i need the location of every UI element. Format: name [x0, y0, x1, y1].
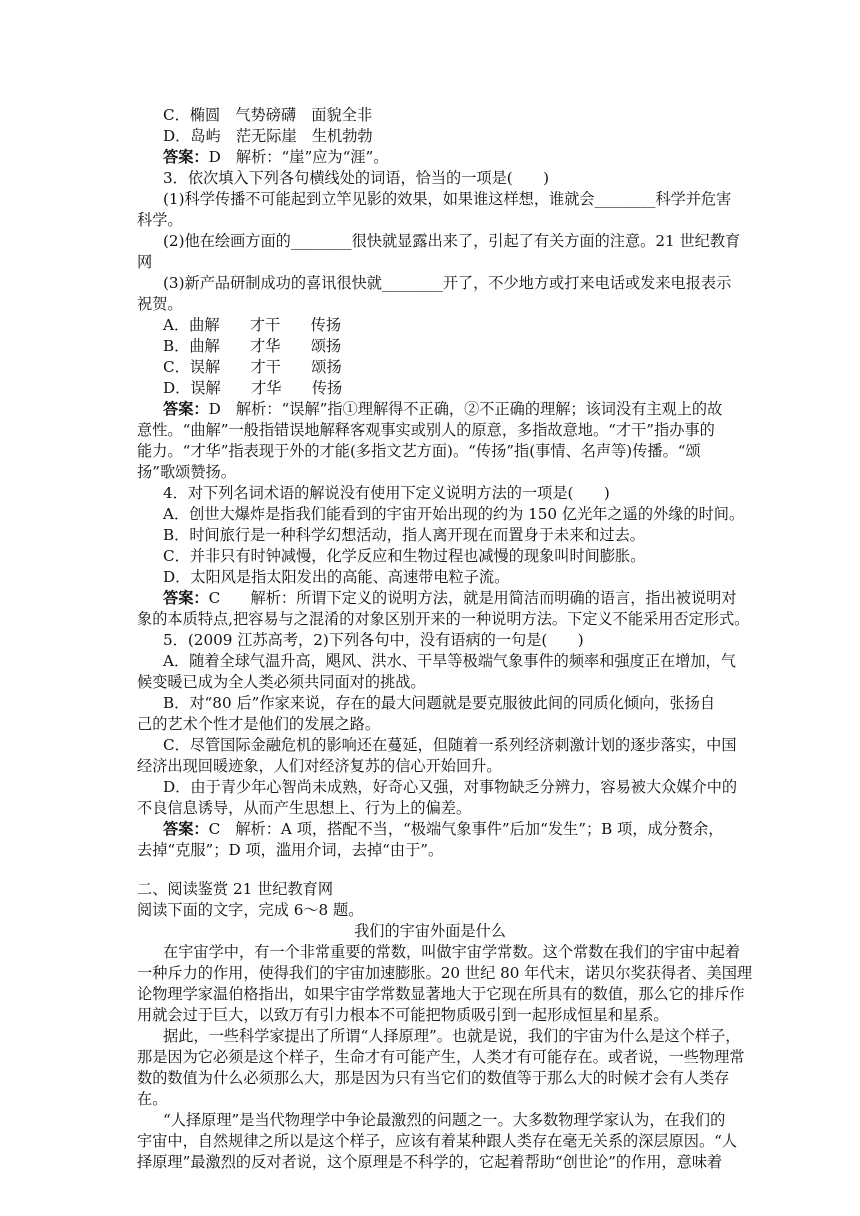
- answer-label: 答案：: [163, 400, 209, 418]
- section-instruction: 阅读下面的文字，完成 6～8 题。: [137, 901, 364, 919]
- article-paragraph-cont: 一种斥力的作用，使得我们的宇宙加速膨胀。20 世纪 80 年代末，诺贝尔奖获得者、美国理: [137, 964, 753, 982]
- q3-sentence-1-cont: 科学。: [137, 211, 183, 229]
- q5-option-b-cont: 己的艺术个性才是他们的发展之路。: [137, 715, 380, 733]
- q4-answer-cont: 象的本质特点,把容易与之混淆的对象区别开来的一种说明方法。下定义不能采用否定形式。: [137, 610, 750, 628]
- article-paragraph-cont: 数的数值为什么必须那么大，那是因为只有当它们的数值等于那么大的时候才会有人类存: [137, 1069, 730, 1087]
- answer-text: C 解析：所谓下定义的说明方法，就是用简洁而明确的语言，指出被说明对: [208, 589, 737, 607]
- q2-option-c: C．椭圆 气势磅礴 面貌全非: [163, 106, 373, 124]
- q4-answer: [0, 588, 860, 609]
- q3-answer: [0, 399, 860, 420]
- article-paragraph-cont: 那是因为它必须是这个样子，生命才有可能产生，人类才有可能存在。或者说，一些物理常: [137, 1048, 745, 1066]
- article-title: 我们的宇宙外面是什么: [354, 922, 506, 940]
- article-paragraph: 据此，一些科学家提出了所谓“人择原理”。也就是说，我们的宇宙为什么是这个样子，: [163, 1027, 741, 1045]
- q3-answer-cont: 扬”歌颂赞扬。: [137, 463, 236, 481]
- q5-option-d: D．由于青少年心智尚未成熟，好奇心又强，对事物缺乏分辨力，容易被大众媒介中的: [163, 778, 738, 796]
- q3-sentence-2: (2)他在绘画方面的________很快就显露出来了，引起了有关方面的注意。21 世纪教育: [163, 232, 741, 250]
- q5-stem: 5．(2009 江苏高考，2)下列各句中，没有语病的一句是( ): [163, 631, 584, 649]
- article-paragraph-cont: 择原理”最激烈的反对者说，这个原理是不科学的，它起着帮助“创世论”的作用，意味着: [137, 1153, 723, 1171]
- article-paragraph-cont: 论物理学家温伯格指出，如果宇宙学常数显著地大于它现在所具有的数值，那么它的排斥作: [137, 985, 745, 1003]
- q4-stem: 4．对下列名词术语的解说没有使用下定义说明方法的一项是( ): [163, 484, 610, 502]
- q3-sentence-2-cont: 网: [137, 253, 153, 271]
- q5-option-d-cont: 不良信息诱导，从而产生思想上、行为上的偏差。: [137, 799, 472, 817]
- answer-label: 答案：: [163, 820, 209, 838]
- answer-text: D 解析：“崖”应为“涯”。: [208, 148, 389, 166]
- q4-option-a: A．创世大爆炸是指我们能看到的宇宙开始出现的约为 150 亿光年之遥的外缘的时间。: [163, 505, 745, 523]
- q3-answer-cont: 能力。“才华”指表现于外的才能(多指文艺方面)。“传扬”指(事情、名声等)传播。“颂: [137, 442, 701, 460]
- q5-option-c: C．尽管国际金融危机的影响还在蔓延，但随着一系列经济刺激计划的逐步落实，中国: [163, 736, 737, 754]
- q3-option-c: C．误解 才干 颂扬: [163, 358, 342, 376]
- q5-answer: [0, 819, 860, 840]
- q5-option-c-cont: 经济出现回暖迹象，人们对经济复苏的信心开始回升。: [137, 757, 502, 775]
- q3-stem: 3．依次填入下列各句横线处的词语，恰当的一项是( ): [163, 169, 550, 187]
- q3-option-a: A．曲解 才干 传扬: [163, 316, 342, 334]
- q5-answer-cont: 去掉“克服”；D 项，滥用介词，去掉“由于”。: [137, 841, 444, 859]
- section-heading: 二、阅读鉴赏 21 世纪教育网: [137, 880, 334, 898]
- article-paragraph-cont: 在。: [137, 1090, 168, 1108]
- q4-option-d: D．太阳风是指太阳发出的高能、高速带电粒子流。: [163, 568, 510, 586]
- q3-sentence-3-cont: 祝贺。: [137, 295, 183, 313]
- q3-option-d: D．误解 才华 传扬: [163, 379, 343, 397]
- q3-option-b: B．曲解 才华 颂扬: [163, 337, 342, 355]
- q5-option-b: B．对“80 后”作家来说，存在的最大问题就是要克服彼此间的同质化倾向，张扬自: [163, 694, 716, 712]
- article-paragraph: 在宇宙学中，有一个非常重要的常数，叫做宇宙学常数。这个常数在我们的宇宙中起着: [163, 943, 741, 961]
- q5-option-a-cont: 候变暖已成为全人类必须共同面对的挑战。: [137, 673, 426, 691]
- q2-answer: [0, 147, 860, 168]
- answer-label: 答案：: [163, 148, 209, 166]
- q3-answer-cont: 意性。“曲解”一般指错误地解释客观事实或别人的原意，多指故意地。“才干”指办事的: [137, 421, 715, 439]
- article-paragraph-cont: 用就会过于巨大，以致万有引力根本不可能把物质吸引到一起形成恒星和星系。: [137, 1006, 669, 1024]
- q4-option-c: C．并非只有时钟减慢，化学反应和生物过程也减慢的现象叫时间膨胀。: [163, 547, 646, 565]
- article-paragraph: “人择原理”是当代物理学中争论最激烈的问题之一。大多数物理学家认为，在我们的: [163, 1111, 726, 1129]
- answer-text: C 解析：A 项，搭配不当，“极端气象事件”后加“发生”；B 项，成分赘余，: [208, 820, 724, 838]
- q5-option-a: A．随着全球气温升高，飓风、洪水、干旱等极端气象事件的频率和强度正在增加，气: [163, 652, 736, 670]
- q2-option-d: D．岛屿 茫无际崖 生机勃勃: [163, 127, 373, 145]
- q4-option-b: B．时间旅行是一种科学幻想活动，指人离开现在而置身于未来和过去。: [163, 526, 645, 544]
- answer-text: D 解析：“误解”指①理解得不正确，②不正确的理解；该词没有主观上的故: [208, 400, 723, 418]
- q3-sentence-3: (3)新产品研制成功的喜讯很快就________开了，不少地方或打来电话或发来电报表示: [163, 274, 732, 292]
- answer-label: 答案：: [163, 589, 209, 607]
- article-paragraph-cont: 宇宙中，自然规律之所以是这个样子，应该有着某种跟人类存在毫无关系的深层原因。“人: [137, 1132, 738, 1150]
- q3-sentence-1: (1)科学传播不可能起到立竿见影的效果，如果谁这样想，谁就会________科学并危害: [163, 190, 732, 208]
